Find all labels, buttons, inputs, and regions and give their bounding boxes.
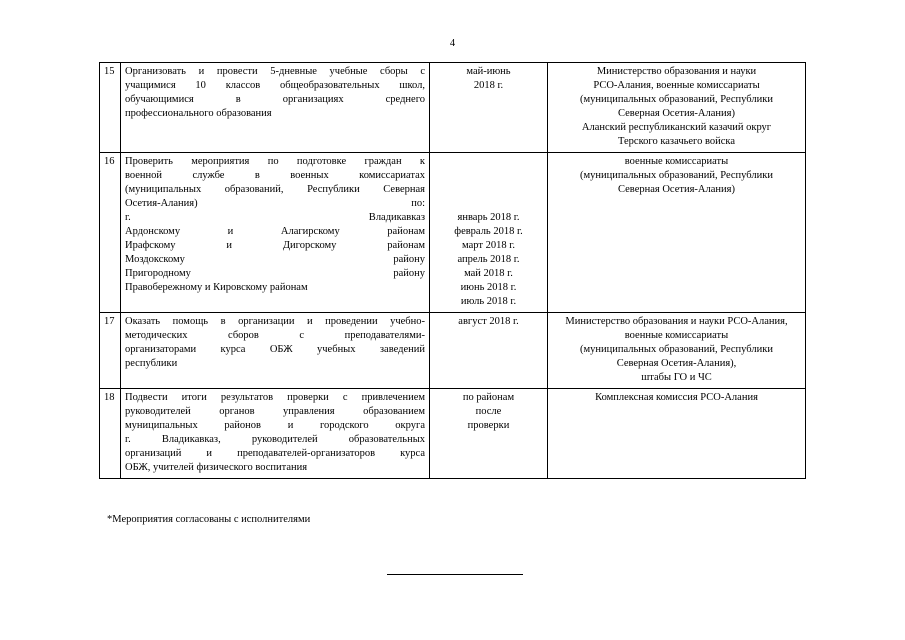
task-cell-line: г. Владикавказ [125, 212, 425, 223]
term-cell-line [434, 197, 543, 211]
row-number: 16 [100, 153, 121, 313]
task-cell-line: республики [125, 358, 178, 369]
term-cell-line: апрель 2018 г. [457, 254, 520, 265]
table-row [100, 153, 806, 313]
task-cell-line: (муниципальных образований, Республики Северная [125, 184, 425, 195]
executor-cell-line: штабы ГО и ЧС [641, 372, 712, 383]
events-table [99, 62, 806, 479]
footnote: *Мероприятия согласованы с исполнителями [107, 514, 311, 525]
executor-cell-line: (муниципальных образований, Республики [580, 170, 773, 181]
term-cell-line: после [475, 406, 502, 417]
task-cell-line: Ирафскому и Дигорскому районам [125, 240, 425, 251]
executor-cell-line: Терского казачьего войска [618, 136, 735, 147]
task-cell [121, 313, 430, 389]
task-cell-line: муниципальных районов и городского округа [125, 420, 425, 431]
task-cell [121, 63, 430, 153]
task-cell-line: обучающимися в организациях среднего [125, 94, 425, 105]
executor-cell-line: Северная Осетия-Алания) [618, 108, 735, 119]
term-cell-line: март 2018 г. [462, 240, 515, 251]
term-cell [430, 63, 548, 153]
row-number: 15 [100, 63, 121, 153]
term-cell-line: проверки [467, 420, 510, 431]
term-cell-line: май 2018 г. [464, 268, 513, 279]
term-cell-line: июль 2018 г. [460, 296, 517, 307]
task-cell-line: Проверить мероприятия по подготовке граждан к [125, 156, 425, 167]
task-cell [121, 153, 430, 313]
term-cell-line: 2018 г. [473, 80, 504, 91]
executor-cell [548, 389, 806, 479]
executor-cell-line: Комплексная комиссия РСО-Алания [595, 392, 758, 403]
executor-cell-line: (муниципальных образований, Республики [580, 94, 773, 105]
page-number: 4 [449, 38, 456, 49]
task-cell-line: организаций и преподавателей-организаторов курса [125, 448, 425, 459]
executor-cell-line: Аланский республиканский казачий округ [581, 122, 772, 133]
executor-cell [548, 63, 806, 153]
term-cell [430, 153, 548, 313]
task-cell-line: профессионального образования [125, 108, 272, 119]
term-cell [430, 313, 548, 389]
term-cell-line: февраль 2018 г. [454, 226, 523, 237]
executor-cell-line: (муниципальных образований, Республики [580, 344, 773, 355]
term-cell-line: по районам [462, 392, 515, 403]
task-cell-line: организаторами курса ОБЖ учебных заведений [125, 344, 425, 355]
term-cell-line: июнь 2018 г. [460, 282, 517, 293]
executor-cell-line: Министерство образования и науки [596, 66, 757, 77]
task-cell-line: г. Владикавказ, руководителей образовательных [125, 434, 425, 445]
task-cell-line: Осетия-Алания) по: [125, 198, 425, 209]
task-cell-line: Моздокскому району [125, 254, 425, 265]
executor-cell-line: военные комиссариаты [624, 330, 729, 341]
task-cell-line: учащимися 10 классов общеобразовательных школ, [125, 80, 425, 91]
task-cell-line: Подвести итоги результатов проверки с привлечением [125, 392, 425, 403]
term-cell-line: август 2018 г. [458, 316, 519, 327]
term-cell-line [434, 169, 543, 183]
term-cell-line: май-июнь [466, 66, 511, 77]
term-cell-line [434, 155, 543, 169]
term-cell-line: январь 2018 г. [457, 212, 520, 223]
table-row [100, 389, 806, 479]
task-cell-line: руководителей органов управления образованием [125, 406, 425, 417]
end-rule [387, 574, 523, 575]
task-cell-line: ОБЖ, учителей физического воспитания [125, 462, 308, 473]
executor-cell [548, 313, 806, 389]
table-row [100, 63, 806, 153]
executor-cell-line: Северная Осетия-Алания), [616, 358, 737, 369]
executor-cell-line: Министерство образования и науки РСО-Алания, [565, 316, 788, 327]
task-cell-line: Правобережному и Кировскому районам [125, 282, 308, 293]
task-cell [121, 389, 430, 479]
term-cell [430, 389, 548, 479]
task-cell-line: Ардонскому и Алагирскому районам [125, 226, 425, 237]
table-row [100, 313, 806, 389]
row-number: 18 [100, 389, 121, 479]
executor-cell-line: военные комиссариаты [624, 156, 729, 167]
executor-cell-line: РСО-Алания, военные комиссариаты [593, 80, 760, 91]
term-cell-line [434, 183, 543, 197]
executor-cell-line: Северная Осетия-Алания) [618, 184, 735, 195]
task-cell-line: методических сборов с преподавателями- [125, 330, 425, 341]
task-cell-line: Организовать и провести 5-дневные учебные сборы с [125, 66, 425, 77]
task-cell-line: военной службе в военных комиссариатах [125, 170, 425, 181]
row-number: 17 [100, 313, 121, 389]
task-cell-line: Пригородному району [125, 268, 425, 279]
executor-cell [548, 153, 806, 313]
task-cell-line: Оказать помощь в организации и проведении учебно- [125, 316, 425, 327]
